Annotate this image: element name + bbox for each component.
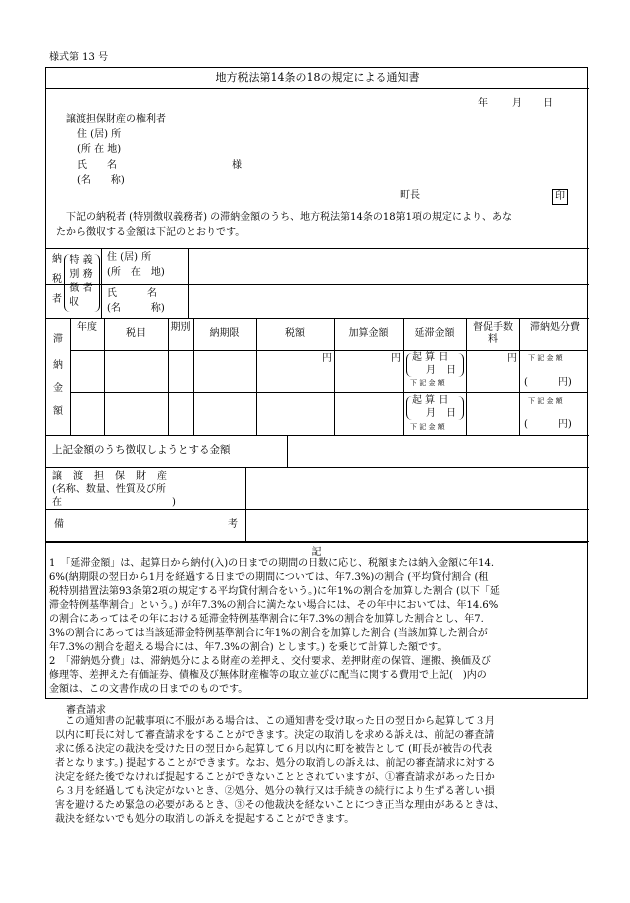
divider bbox=[46, 467, 589, 468]
header-disposal-cost: 滞納処分費 bbox=[530, 322, 580, 333]
addressee-address-alt: (所 在 地) bbox=[77, 144, 122, 155]
taxpayer-name-alt: (名 称) bbox=[107, 303, 165, 314]
form-number: 様式第 13 号 bbox=[49, 52, 109, 63]
seal-mark: 印 bbox=[552, 189, 568, 205]
divider bbox=[70, 392, 588, 393]
divider bbox=[46, 248, 589, 249]
note-line: 修理等、差押えた有価証券、債権及び無体財産権等の取立並びに配当に関する費用で上記( )内の bbox=[49, 670, 487, 681]
review-line: 者となります。) 提起することができます。なお、処分の取消しの訴えは、前記の審査請求に対する bbox=[55, 758, 496, 769]
yen-mark: 円 bbox=[391, 353, 401, 364]
start-date-label: 起 算 日 bbox=[412, 352, 449, 363]
honorific: 様 bbox=[232, 160, 242, 171]
review-line: 決定を経た後でなければ提起することができないこととされていますが、①審査請求があった日か bbox=[55, 772, 495, 783]
arrears-label-3: 金 bbox=[53, 383, 63, 394]
header-additional: 加算金額 bbox=[348, 328, 389, 339]
arrears-label-2: 納 bbox=[53, 360, 63, 371]
amount-below-label: 下 記 金 額 bbox=[410, 423, 445, 431]
disposal-amount: ( 円) bbox=[524, 377, 572, 388]
sender-title: 町長 bbox=[400, 190, 420, 201]
header-dunning-fee: 督促手数料 bbox=[473, 322, 513, 345]
amount-below-label: 下 記 金 額 bbox=[528, 397, 563, 405]
intro-line-2: たから徴収する金額は下記のとおりです。 bbox=[56, 227, 246, 238]
note-line: 年7.3%の割合を超える場合には、年7.3%の割合) とします。) を乗じて計算した額です。 bbox=[49, 642, 448, 653]
date-month: 月 bbox=[512, 98, 522, 109]
note-line: 3%の割合にあっては当該延滞金特例基準割合に年1%の割合を加算した割合 (当該加算した割合が bbox=[49, 628, 488, 639]
divider bbox=[46, 509, 589, 510]
addressee-heading: 譲渡担保財産の権利者 bbox=[66, 114, 166, 125]
remarks-label-left: 備 bbox=[54, 519, 64, 530]
taxpayer-sub-label: 特 義 bbox=[69, 255, 93, 266]
review-line: 裁決を経ないでも処分の取消しの訴えを提起することができます。 bbox=[55, 814, 355, 825]
header-due-date: 納期限 bbox=[209, 328, 240, 339]
taxpayer-label-3: 者 bbox=[52, 294, 62, 305]
taxpayer-address-alt: (所 在 地) bbox=[107, 267, 165, 278]
disposal-amount: ( 円) bbox=[524, 419, 572, 430]
arrears-label-4: 額 bbox=[53, 406, 63, 417]
addressee-name-alt: (名 称) bbox=[77, 175, 125, 186]
taxpayer-sub-label: 徴 者 bbox=[69, 283, 93, 294]
review-line: 求に係る決定の裁決を受けた日の翌日から起算して６月以内に町を被告として (町長が被告の代表 bbox=[55, 744, 493, 755]
note-line: 税特別措置法第93条第2項の規定する平均貸付割合をいう。)に年1%の割合を加算した割合 (以下「延 bbox=[49, 586, 500, 597]
review-line: 害を避けるため緊急の必要があるとき、③その他裁決を経ないことにつき正当な理由があるときは、 bbox=[55, 800, 505, 811]
yen-mark: 円 bbox=[507, 353, 517, 364]
review-line: この通知書の記載事項に不服がある場合は、この通知書を受け取った日の翌日から起算して３月 bbox=[55, 716, 495, 727]
review-line: ら３月を経過しても決定がないとき、②処分、処分の執行又は手続きの続行により生ずる著しい損 bbox=[55, 786, 495, 797]
header-tax-item: 税目 bbox=[126, 328, 146, 339]
header-period: 期別 bbox=[170, 322, 191, 333]
month-day-label: 月 日 bbox=[426, 408, 456, 419]
note-line: 滞金特例基準割合」という。) が年7.3%の割合に満たない場合には、その年中においては、年14.6% bbox=[49, 600, 499, 611]
review-block bbox=[55, 715, 580, 827]
property-label-2: (名称、数量、性質及び所 bbox=[52, 484, 166, 495]
remarks-label-right: 考 bbox=[228, 519, 238, 530]
intro-line-1: 下記の納税者 (特別徴収義務者) の滞納金額のうち、地方税法第14条の18第1項の規定により、あな bbox=[66, 212, 512, 223]
header-tax-amount: 税額 bbox=[285, 328, 305, 339]
yen-mark: 円 bbox=[322, 353, 332, 364]
taxpayer-sub-label: 収 bbox=[69, 297, 79, 308]
header-delinquency: 延滞金額 bbox=[414, 328, 455, 339]
start-date-label: 起 算 日 bbox=[412, 395, 449, 406]
divider bbox=[46, 88, 589, 89]
divider bbox=[101, 284, 589, 285]
note-line: 1 「延滞金額」は、起算日から納付(入)の日までの期間の日数に応じ、税額または納入金額に年14. bbox=[49, 558, 495, 569]
taxpayer-label-2: 税 bbox=[52, 274, 62, 285]
note-line: 金額は、この文書作成の日までのものです。 bbox=[49, 684, 249, 695]
divider bbox=[46, 435, 589, 436]
date-day: 日 bbox=[543, 98, 553, 109]
header-year: 年度 bbox=[77, 322, 97, 333]
month-day-label: 月 日 bbox=[426, 365, 456, 376]
addressee-name-label: 氏 名 bbox=[77, 160, 117, 171]
review-heading: 審査請求 bbox=[66, 705, 106, 716]
date-year: 年 bbox=[478, 98, 488, 109]
property-label-3: 在 ) bbox=[52, 497, 176, 508]
divider bbox=[46, 318, 589, 319]
taxpayer-name-label: 氏 名 bbox=[107, 288, 157, 299]
arrears-label-1: 滞 bbox=[53, 334, 63, 345]
note-line: 6%(納期限の翌日から1月を経過する日までの期間については、年7.3%)の割合 (平均貸付割合 (租 bbox=[49, 572, 489, 583]
collect-amount-label: 上記金額のうち徴収しようとする金額 bbox=[52, 444, 231, 456]
taxpayer-label-1: 納 bbox=[52, 254, 62, 265]
amount-below-label: 下 記 金 額 bbox=[410, 379, 445, 387]
note-line: の割合にあってはその年における延滞金特例基準割合に年7.3%の割合を加算した割合とし、年7. bbox=[49, 614, 484, 625]
notice-form bbox=[45, 67, 588, 543]
taxpayer-address-label: 住 (居) 所 bbox=[107, 252, 152, 263]
addressee-address-label: 住 (居) 所 bbox=[77, 129, 122, 140]
taxpayer-sub-label: 別 務 bbox=[69, 269, 93, 280]
divider bbox=[70, 350, 588, 351]
review-line: 以内に町長に対して審査請求をすることができます。決定の取消しを求める訴えは、前記の審査請 bbox=[55, 730, 495, 741]
note-line: 2 「滞納処分費」は、滞納処分による財産の差押え、交付要求、差押財産の保管、運搬、換価及び bbox=[49, 656, 491, 667]
property-label: 譲 渡 担 保 財 産 bbox=[52, 471, 168, 482]
notes-frame bbox=[45, 540, 588, 699]
amount-below-label: 下 記 金 額 bbox=[528, 354, 563, 362]
document-title: 地方税法第14条の18の規定による通知書 bbox=[215, 71, 420, 84]
notes-heading: 記 bbox=[311, 547, 322, 558]
